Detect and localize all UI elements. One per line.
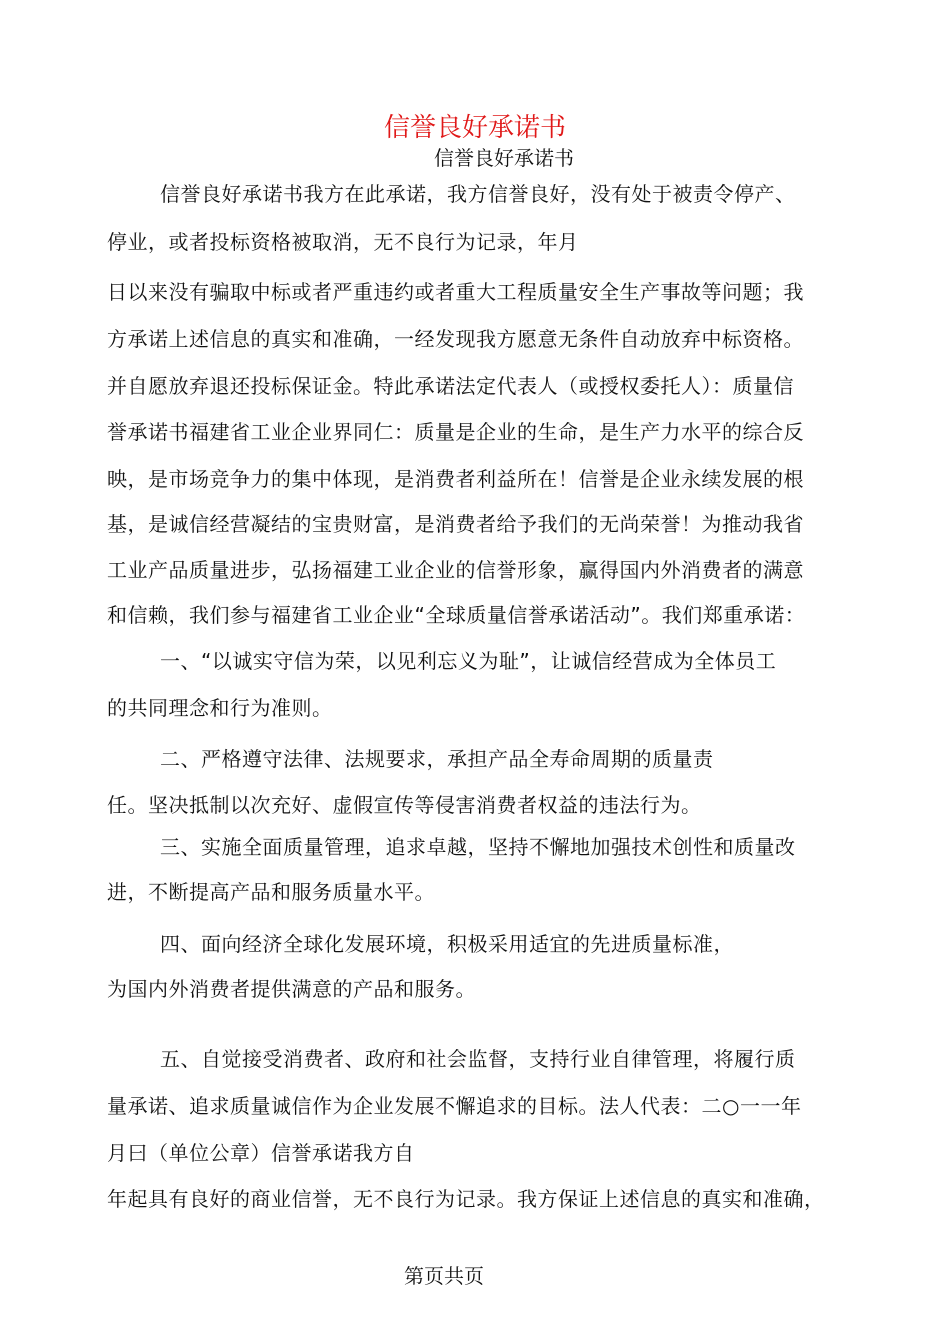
body-line-17: 四、面向经济全球化发展环境，积极采用适宜的先进质量标准，	[160, 932, 734, 956]
body-line-20: 量承诺、追求质量诚信作为企业发展不懈追求的目标。法人代表：二○一一年	[107, 1094, 802, 1118]
body-line-22: 年起具有良好的商业信誉，无不良行为记录。我方保证上述信息的真实和准确，	[107, 1187, 825, 1211]
body-line-21: 月曰（单位公章）信誉承诺我方自	[107, 1141, 415, 1165]
body-line-6: 誉承诺书福建省工业企业界同仁：质量是企业的生命，是生产力水平的综合反	[107, 420, 804, 444]
body-line-19: 五、自觉接受消费者、政府和社会监督，支持行业自律管理，将履行质	[160, 1047, 796, 1071]
body-line-15: 三、实施全面质量管理，追求卓越，坚持不懈地加强技术创性和质量改	[160, 835, 796, 859]
body-line-2: 停业，或者投标资格被取消，无不良行为记录，年月	[107, 230, 579, 254]
body-line-18: 为国内外消费者提供满意的产品和服务。	[107, 977, 476, 1001]
body-line-14: 任。坚决抵制以次充好、虚假宣传等侵害消费者权益的违法行为。	[107, 793, 702, 817]
document-title: 信誉良好承诺书	[383, 113, 566, 143]
body-line-5: 并自愿放弃退还投标保证金。特此承诺法定代表人（或授权委托人）：质量信	[107, 374, 794, 398]
body-line-1: 信誉良好承诺书我方在此承诺，我方信誉良好，没有处于被责令停产、	[160, 182, 796, 206]
document-subtitle: 信誉良好承诺书	[434, 146, 574, 170]
body-line-13: 二、严格遵守法律、法规要求，承担产品全寿命周期的质量责	[160, 747, 714, 771]
body-line-12: 的共同理念和行为准则。	[107, 696, 333, 720]
body-line-9: 工业产品质量进步，弘扬福建工业企业的信誉形象，赢得国内外消费者的满意	[107, 558, 804, 582]
page-footer: 第页共页	[404, 1264, 484, 1288]
body-line-7: 映，是市场竞争力的集中体现，是消费者利益所在！信誉是企业永续发展的根	[107, 467, 804, 491]
body-line-16: 进，不断提高产品和服务质量水平。	[107, 880, 435, 904]
body-line-8: 基，是诚信经营凝结的宝贵财富，是消费者给予我们的无尚荣誉！为推动我省	[107, 512, 804, 536]
body-line-4: 方承诺上述信息的真实和准确，一经发现我方愿意无条件自动放弃中标资格。	[107, 327, 804, 351]
body-line-10: 和信赖，我们参与福建省工业企业“全球质量信誉承诺活动”。我们郑重承诺：	[107, 603, 806, 627]
body-line-11: 一、“以诚实守信为荣，以见利忘义为耻”，让诚信经营成为全体员工	[160, 649, 777, 673]
body-line-3: 日以来没有骗取中标或者严重违约或者重大工程质量安全生产事故等问题；我	[107, 280, 804, 304]
